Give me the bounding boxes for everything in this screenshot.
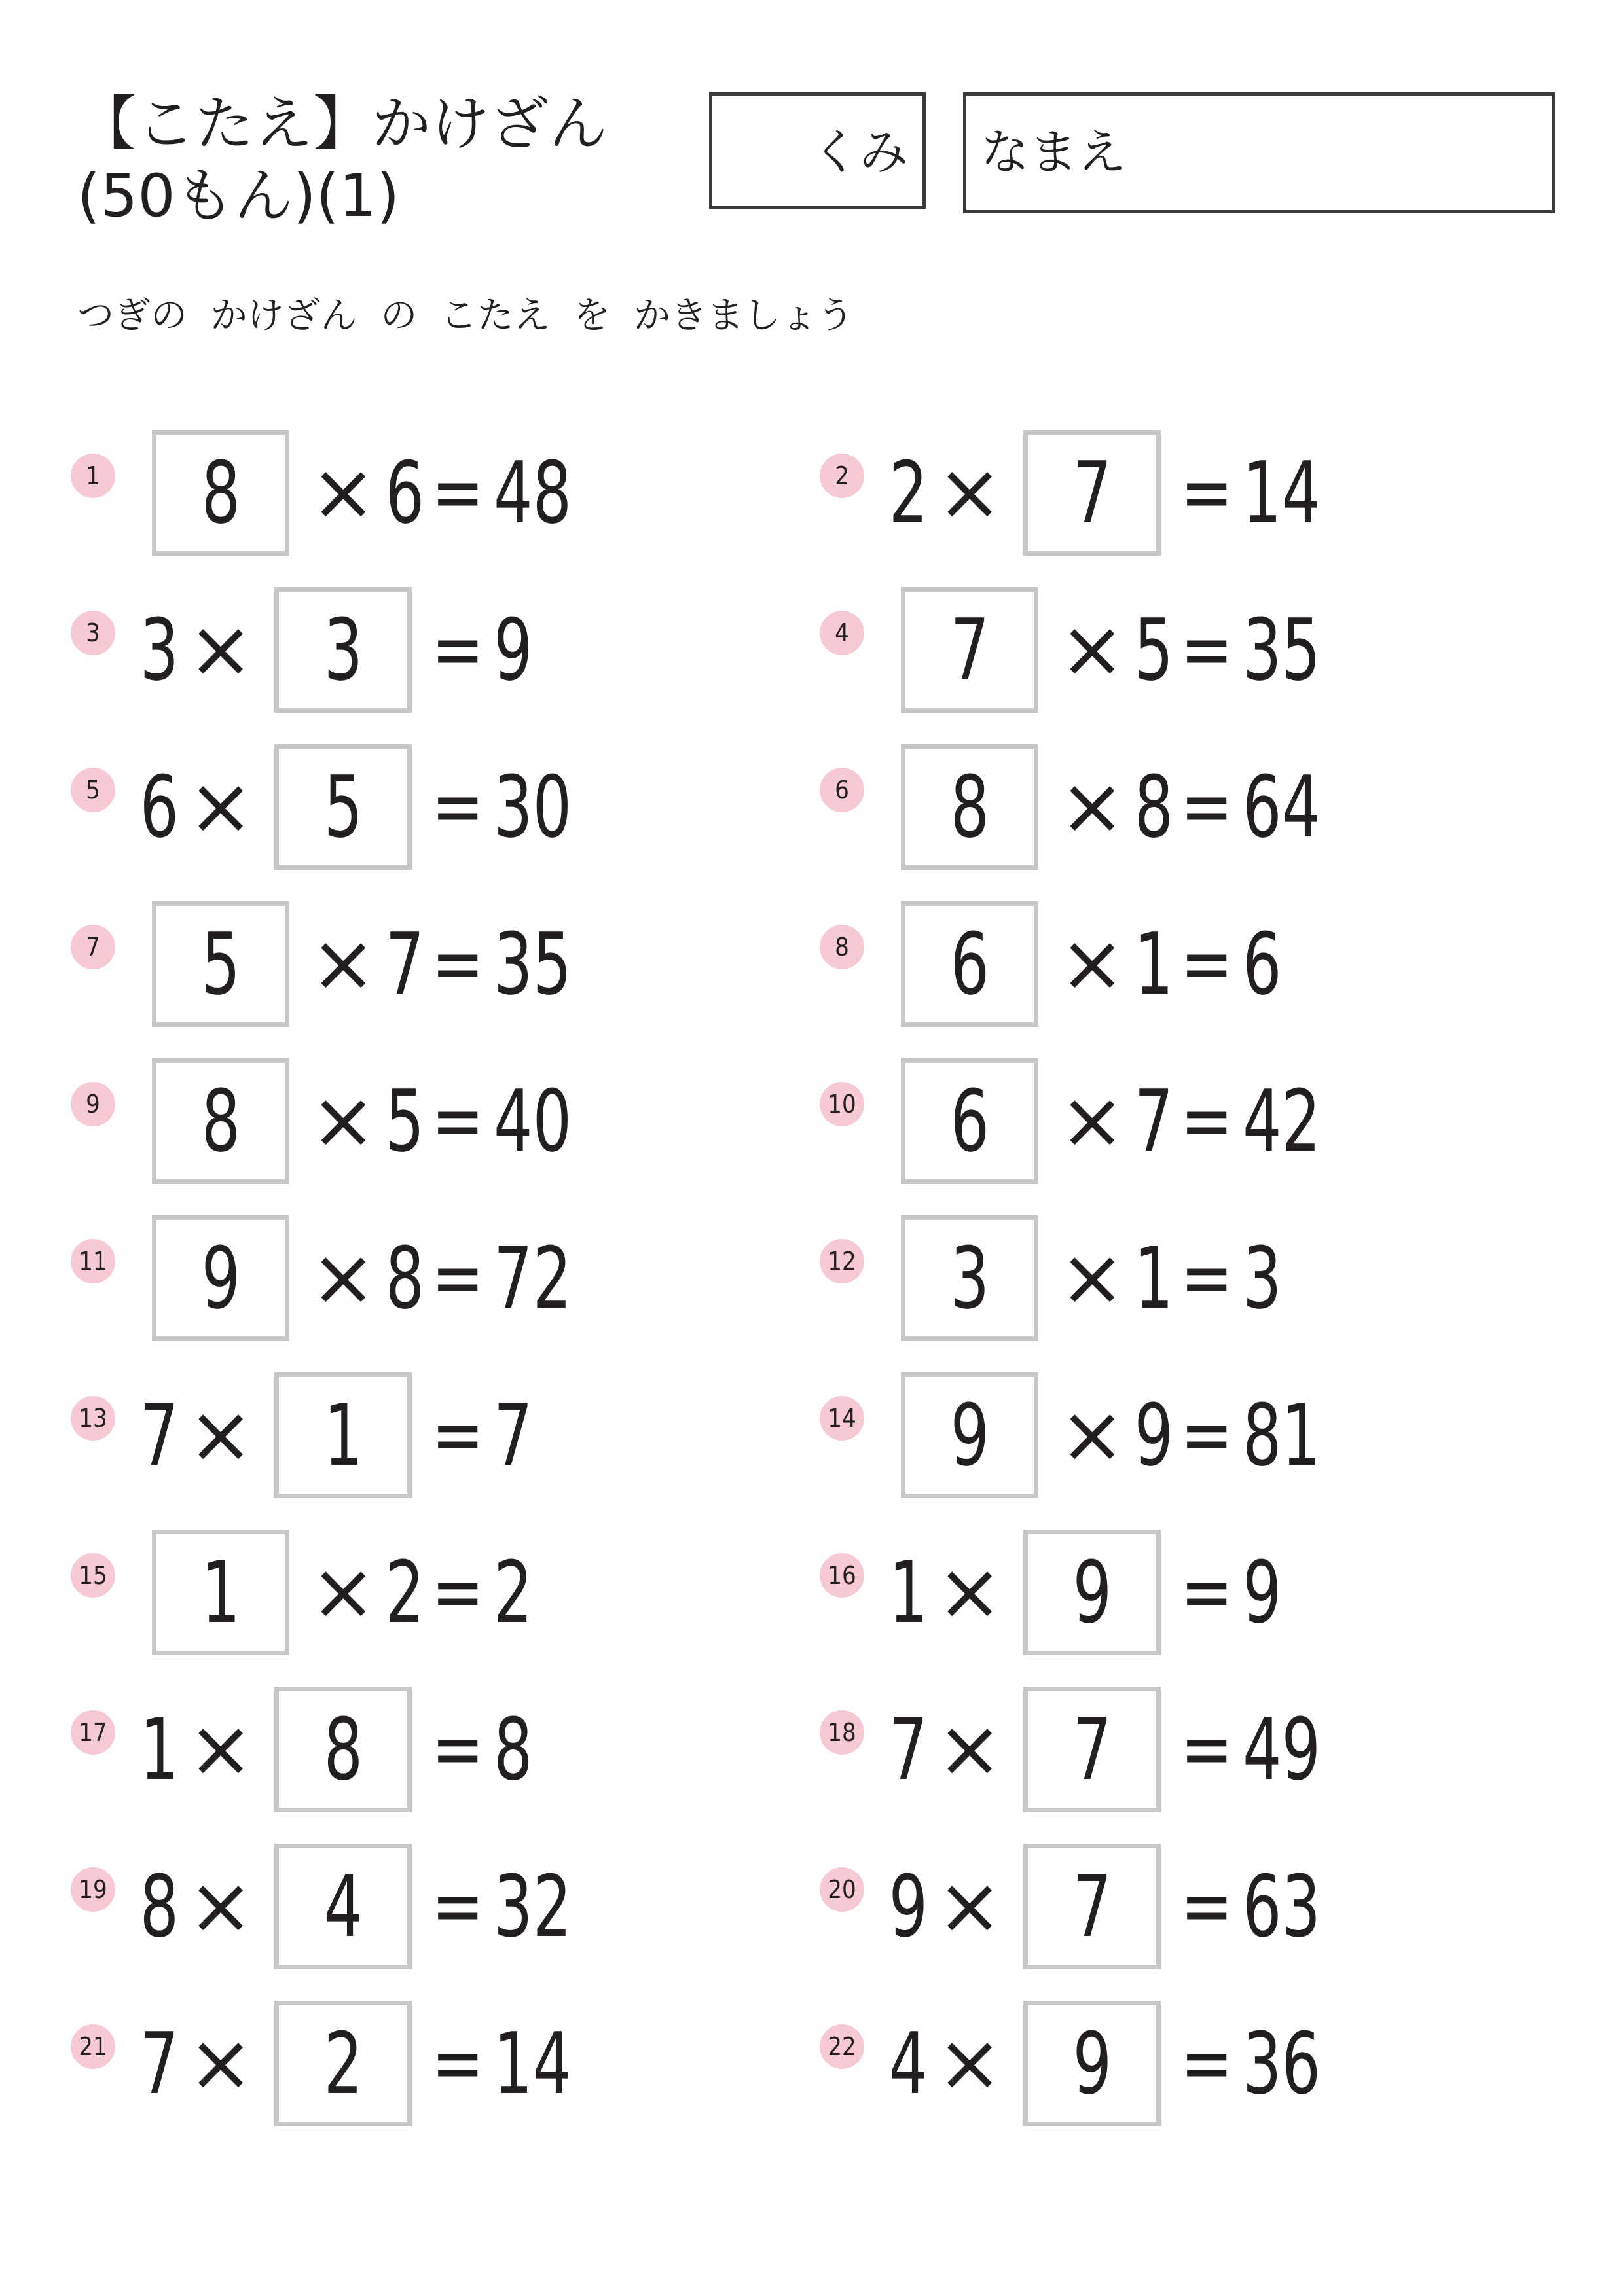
equation (890, 1841, 1351, 1972)
operand-a: 6 (139, 757, 179, 857)
result-value: 3 (1242, 1229, 1282, 1328)
operand-a: 1 (139, 1700, 179, 1799)
answer-value: 2 (323, 2014, 363, 2113)
result-value: 42 (1242, 1071, 1321, 1171)
operand-b: 5 (1134, 600, 1173, 700)
equation (890, 1527, 1297, 1658)
result-value: 36 (1242, 2014, 1321, 2113)
answer-box[interactable] (1023, 1687, 1161, 1812)
equation (890, 1684, 1351, 1815)
equation (141, 427, 602, 558)
equals-sign: = (1180, 1861, 1233, 1952)
times-sign: × (1059, 761, 1125, 852)
answer-value: 8 (950, 757, 989, 857)
answer-value: 9 (1072, 1543, 1112, 1642)
equals-sign: = (1180, 1547, 1233, 1638)
result-value: 48 (493, 443, 572, 543)
result-value: 9 (1242, 1543, 1282, 1642)
times-sign: × (187, 604, 254, 695)
answer-box[interactable] (274, 744, 412, 870)
worksheet-title (77, 88, 666, 232)
operand-b: 8 (1134, 757, 1173, 857)
result-value: 49 (1242, 1700, 1321, 1799)
operand-a: 2 (888, 443, 928, 543)
operand-a: 1 (888, 1543, 928, 1642)
times-sign: × (187, 1704, 254, 1795)
answer-box[interactable] (274, 587, 412, 713)
equals-sign: = (1180, 1075, 1233, 1166)
times-sign: × (936, 1861, 1003, 1952)
equals-sign: = (1180, 1704, 1233, 1795)
times-sign: × (1059, 604, 1125, 695)
equals-sign: = (1180, 1232, 1233, 1323)
operand-a: 3 (139, 600, 179, 700)
result-value: 9 (493, 600, 533, 700)
equation (890, 1370, 1351, 1501)
equation (890, 427, 1351, 558)
result-value: 35 (493, 914, 572, 1014)
equation (890, 1213, 1297, 1344)
answer-box[interactable] (1023, 1530, 1161, 1655)
instruction-text: つぎの かけざん の こたえ を かきましょう (77, 295, 854, 337)
equation (890, 1056, 1351, 1187)
equals-sign: = (1180, 604, 1233, 695)
equals-sign: = (431, 761, 484, 852)
answer-box[interactable] (274, 1687, 412, 1812)
equals-sign: = (431, 1861, 484, 1952)
equals-sign: = (431, 1547, 484, 1638)
operand-a: 4 (888, 2014, 928, 2113)
answer-value: 6 (950, 914, 989, 1014)
answer-value: 9 (201, 1229, 240, 1328)
times-sign: × (1059, 1232, 1125, 1323)
equals-sign: = (431, 447, 484, 538)
problem-number-badge: 14 (820, 1396, 864, 1441)
times-sign: × (936, 1547, 1003, 1638)
answer-value: 9 (1072, 2014, 1112, 2113)
times-sign: × (936, 2018, 1003, 2109)
times-sign: × (1059, 918, 1125, 1009)
answer-box[interactable] (901, 1215, 1038, 1341)
problem-number-badge: 13 (71, 1396, 115, 1441)
result-value: 81 (1242, 1386, 1321, 1485)
problem-number-badge: 12 (820, 1239, 864, 1283)
operand-b: 5 (385, 1071, 424, 1171)
equals-sign: = (1180, 1390, 1233, 1480)
answer-value: 5 (201, 914, 240, 1014)
result-value: 30 (493, 757, 572, 857)
problem-number-badge: 21 (71, 2024, 115, 2069)
answer-value: 7 (1072, 1700, 1112, 1799)
times-sign: × (310, 918, 376, 1009)
equation (141, 1056, 602, 1187)
times-sign: × (310, 1075, 376, 1166)
problem-number-badge: 11 (71, 1239, 115, 1283)
answer-value: 8 (323, 1700, 363, 1799)
equation (141, 584, 548, 715)
times-sign: × (310, 1547, 376, 1638)
answer-box[interactable] (1023, 1844, 1161, 1969)
result-value: 64 (1242, 757, 1321, 857)
equation (141, 742, 602, 872)
operand-b: 7 (385, 914, 424, 1014)
operand-b: 1 (1134, 914, 1173, 1014)
name-field-label: なまえ (981, 124, 1126, 181)
equation (890, 1998, 1351, 2129)
result-value: 35 (1242, 600, 1321, 700)
problem-number-badge: 15 (71, 1553, 115, 1598)
equals-sign: = (1180, 447, 1233, 538)
result-value: 7 (493, 1386, 533, 1485)
problem-number-badge: 4 (820, 611, 864, 655)
answer-value: 3 (950, 1229, 989, 1328)
operand-a: 8 (139, 1857, 179, 1956)
times-sign: × (187, 761, 254, 852)
problem-number-badge: 6 (820, 768, 864, 812)
times-sign: × (310, 1232, 376, 1323)
operand-a: 7 (888, 1700, 928, 1799)
operand-b: 2 (385, 1543, 424, 1642)
answer-box[interactable] (274, 1844, 412, 1969)
answer-value: 9 (950, 1386, 989, 1485)
operand-b: 6 (385, 443, 424, 543)
equation (890, 584, 1351, 715)
answer-value: 4 (323, 1857, 363, 1956)
problem-number-badge: 5 (71, 768, 115, 812)
answer-box[interactable] (152, 901, 289, 1027)
result-value: 8 (493, 1700, 533, 1799)
answer-box[interactable] (152, 430, 289, 556)
problem-number-badge: 22 (820, 2024, 864, 2069)
answer-value: 5 (323, 757, 363, 857)
answer-value: 3 (323, 600, 363, 700)
times-sign: × (1059, 1390, 1125, 1480)
equation (141, 1841, 602, 1972)
answer-box[interactable] (274, 1372, 412, 1498)
result-value: 40 (493, 1071, 572, 1171)
answer-value: 1 (201, 1543, 240, 1642)
equals-sign: = (1180, 918, 1233, 1009)
answer-box[interactable] (1023, 430, 1161, 556)
equation (141, 1527, 548, 1658)
answer-box[interactable] (901, 901, 1038, 1027)
times-sign: × (187, 1390, 254, 1480)
title-line-2: (50もん)(1) (77, 162, 400, 230)
answer-box[interactable] (152, 1058, 289, 1184)
times-sign: × (936, 1704, 1003, 1795)
problem-number-badge: 7 (71, 925, 115, 969)
answer-value: 7 (950, 600, 989, 700)
equals-sign: = (431, 918, 484, 1009)
equation (141, 1998, 602, 2129)
equation (141, 899, 602, 1030)
problem-number-badge: 16 (820, 1553, 864, 1598)
equals-sign: = (431, 2018, 484, 2109)
answer-box[interactable] (901, 1058, 1038, 1184)
problem-number-badge: 18 (820, 1710, 864, 1755)
problem-number-badge: 2 (820, 454, 864, 498)
problem-number-badge: 20 (820, 1867, 864, 1912)
equals-sign: = (431, 1075, 484, 1166)
equals-sign: = (1180, 761, 1233, 852)
answer-value: 6 (950, 1071, 989, 1171)
problem-number-badge: 19 (71, 1867, 115, 1912)
problem-number-badge: 1 (71, 454, 115, 498)
problem-number-badge: 3 (71, 611, 115, 655)
answer-value: 1 (323, 1386, 363, 1485)
result-value: 2 (493, 1543, 533, 1642)
answer-box[interactable] (901, 587, 1038, 713)
answer-value: 7 (1072, 443, 1112, 543)
operand-a: 9 (888, 1857, 928, 1956)
class-field-label: くみ (811, 124, 908, 181)
operand-b: 7 (1134, 1071, 1173, 1171)
result-value: 14 (1242, 443, 1321, 543)
equals-sign: = (431, 604, 484, 695)
result-value: 32 (493, 1857, 572, 1956)
answer-box[interactable] (901, 1372, 1038, 1498)
operand-b: 8 (385, 1229, 424, 1328)
equation (141, 1370, 548, 1501)
equation (141, 1684, 548, 1815)
times-sign: × (187, 2018, 254, 2109)
times-sign: × (1059, 1075, 1125, 1166)
result-value: 6 (1242, 914, 1282, 1014)
equation (890, 899, 1297, 1030)
answer-value: 8 (201, 1071, 240, 1171)
problem-number-badge: 10 (820, 1082, 864, 1126)
times-sign: × (936, 447, 1003, 538)
operand-b: 9 (1134, 1386, 1173, 1485)
equals-sign: = (431, 1390, 484, 1480)
answer-box[interactable] (1023, 2001, 1161, 2126)
name-field[interactable] (963, 92, 1555, 213)
operand-a: 7 (139, 1386, 179, 1485)
equals-sign: = (431, 1232, 484, 1323)
title-line-1: 【こたえ】かけざん (77, 90, 608, 158)
operand-b: 1 (1134, 1229, 1173, 1328)
operand-a: 7 (139, 2014, 179, 2113)
equals-sign: = (1180, 2018, 1233, 2109)
times-sign: × (310, 447, 376, 538)
answer-value: 8 (201, 443, 240, 543)
result-value: 72 (493, 1229, 572, 1328)
answer-box[interactable] (152, 1530, 289, 1655)
equation (141, 1213, 602, 1344)
problem-number-badge: 17 (71, 1710, 115, 1755)
answer-box[interactable] (901, 744, 1038, 870)
problem-number-badge: 9 (71, 1082, 115, 1126)
answer-box[interactable] (274, 2001, 412, 2126)
answer-value: 7 (1072, 1857, 1112, 1956)
equation (890, 742, 1351, 872)
answer-box[interactable] (152, 1215, 289, 1341)
result-value: 14 (493, 2014, 572, 2113)
times-sign: × (187, 1861, 254, 1952)
equals-sign: = (431, 1704, 484, 1795)
problem-number-badge: 8 (820, 925, 864, 969)
class-field[interactable] (709, 92, 926, 209)
result-value: 63 (1242, 1857, 1321, 1956)
